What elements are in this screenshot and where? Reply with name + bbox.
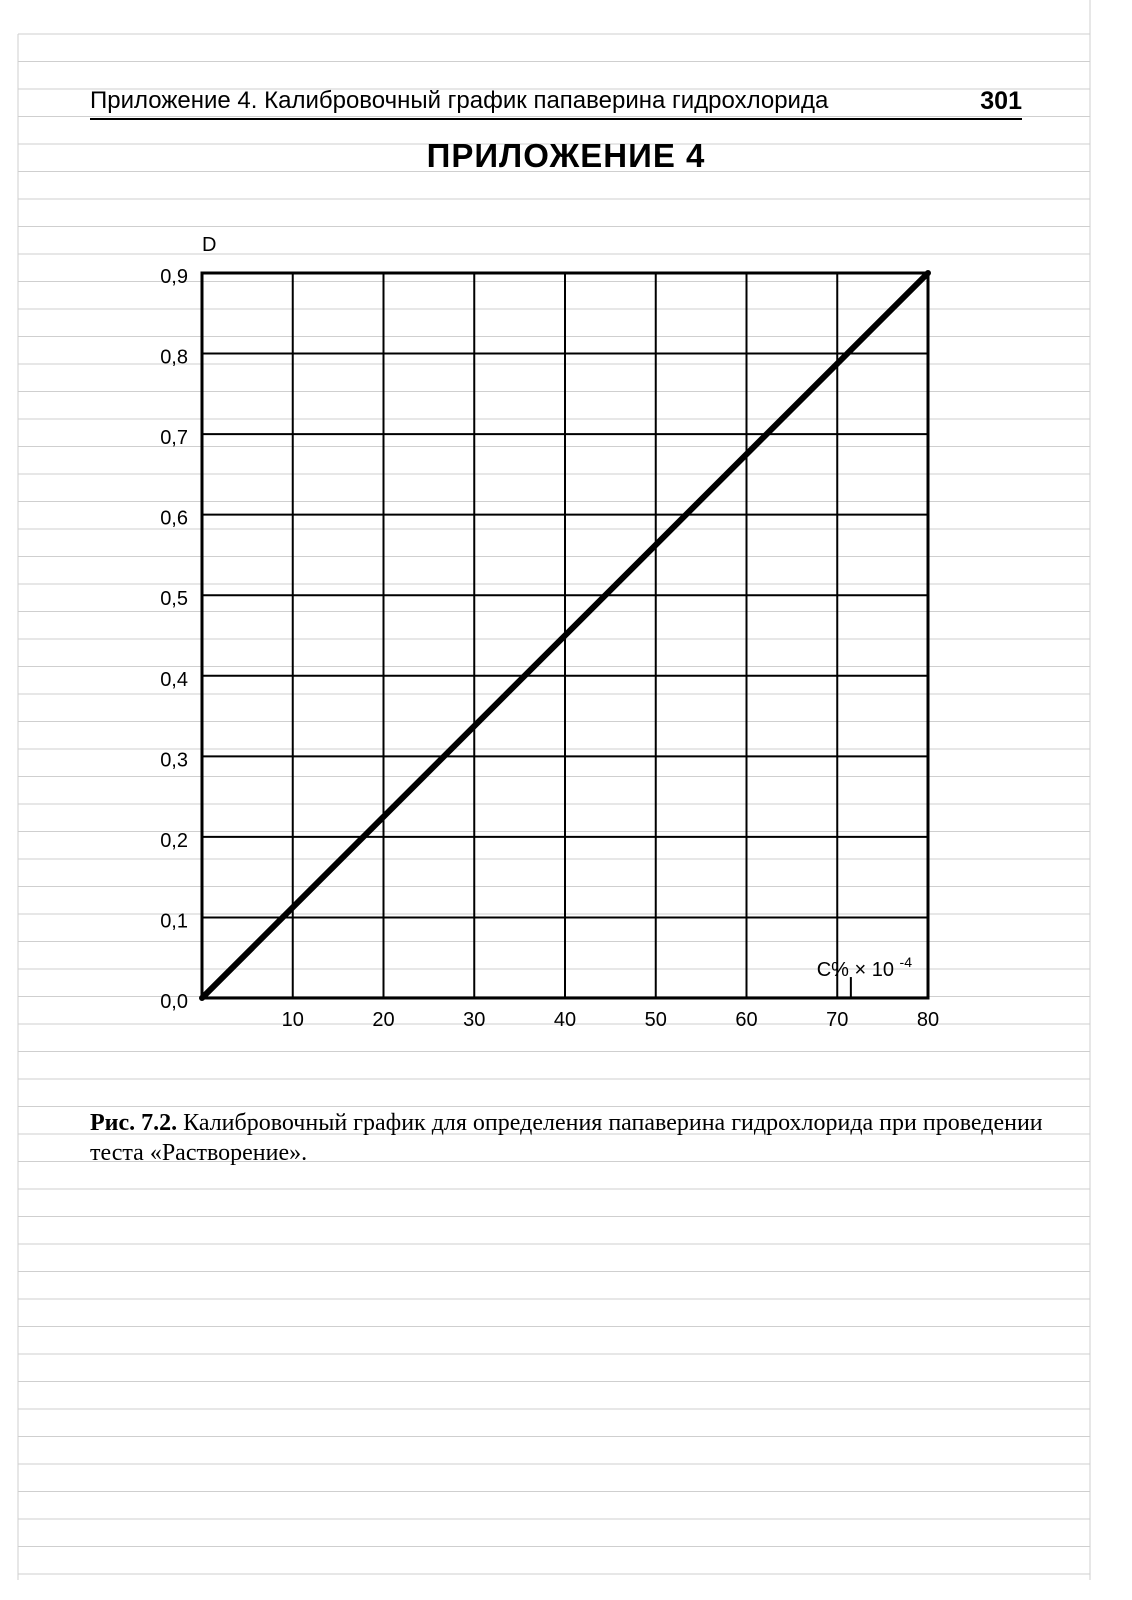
y-tick-label: 0,5 [160,588,188,611]
x-tick-label: 40 [553,1009,577,1031]
y-tick-label: 0,7 [160,427,188,450]
y-tick-label: 0,0 [160,991,188,1013]
figure-caption [90,1108,1050,1168]
appendix-title: ПРИЛОЖЕНИЕ 4 [426,137,706,174]
x-tick-label: 20 [372,1009,395,1031]
y-tick-label: 0,8 [160,346,188,369]
figure-caption-text: Калибровочный график для определения папаверина гидрохлорида при проведении теста «Растворение». [90,1110,1043,1166]
y-tick-label: 0,2 [160,829,188,852]
y-tick-label: 0,4 [160,668,188,691]
x-tick-label: 60 [735,1009,758,1031]
y-tick-label: 0,6 [160,507,188,530]
y-tick-label: 0,9 [160,266,188,288]
x-tick-label: 30 [463,1009,486,1031]
page-number: 301 [980,87,1022,115]
y-tick-label: 0,3 [160,749,188,772]
x-tick-label: 80 [916,1009,940,1031]
y-axis-label: D [202,234,217,256]
x-axis-label-exponent: -4 [899,953,912,970]
x-axis-label [817,954,912,981]
y-tick-label: 0,1 [160,910,188,933]
x-tick-label: 70 [826,1009,849,1031]
running-header-title: Приложение 4. Калибровочный график папаверина гидрохлорида [90,87,829,114]
x-axis-label-main: C% × 10 [816,958,894,981]
figure-caption-label: Рис. 7.2. [90,1110,178,1136]
x-tick-label: 50 [644,1009,667,1031]
x-tick-label: 10 [281,1009,304,1031]
